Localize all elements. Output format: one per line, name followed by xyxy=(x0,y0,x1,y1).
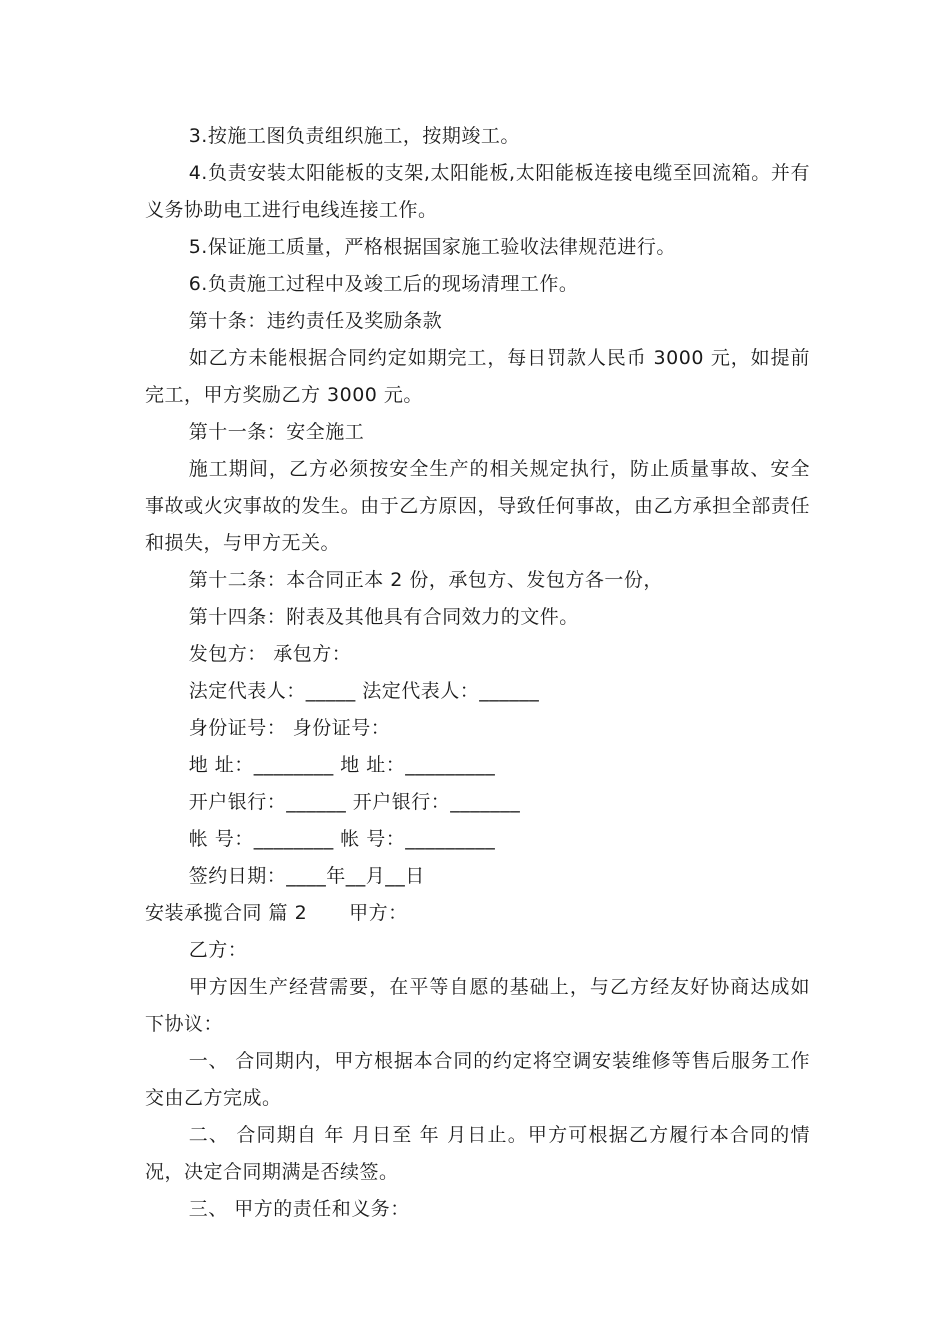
paragraph: 二、 合同期自 年 月日至 年 月日止。甲方可根据乙方履行本合同的情况，决定合同期满是否续签。 xyxy=(145,1124,810,1183)
paragraph: 6.负责施工过程中及竣工后的现场清理工作。 xyxy=(188,273,579,295)
paragraph: 4.负责安装太阳能板的支架,太阳能板,太阳能板连接电缆至回流箱。并有义务协助电工进行电线连接工作。 xyxy=(145,162,810,221)
section-heading: 安装承揽合同 篇 2 xyxy=(145,902,308,924)
paragraph: 如乙方未能根据合同约定如期完工，每日罚款人民币 3000 元，如提前完工，甲方奖励乙方 3000 元。 xyxy=(145,347,810,406)
document-body xyxy=(145,118,810,1228)
party-b-label: 乙方： xyxy=(188,939,248,961)
paragraph: 甲方因生产经营需要，在平等自愿的基础上，与乙方经友好协商达成如下协议： xyxy=(145,976,810,1035)
signature-line: 身份证号： 身份证号： xyxy=(188,717,391,739)
paragraph: 三、 甲方的责任和义务： xyxy=(188,1198,410,1220)
signature-line: 法定代表人：_____ 法定代表人：______ xyxy=(188,680,540,702)
paragraph: 一、 合同期内，甲方根据本合同的约定将空调安装维修等售后服务工作交由乙方完成。 xyxy=(145,1050,810,1109)
paragraph: 第十四条：附表及其他具有合同效力的文件。 xyxy=(188,606,579,628)
party-a-label: 甲方： xyxy=(349,902,408,924)
paragraph: 3.按施工图负责组织施工，按期竣工。 xyxy=(188,125,520,147)
signature-line: 发包方： 承包方： xyxy=(188,643,352,665)
signature-line: 帐 号：________ 帐 号：_________ xyxy=(188,828,496,850)
paragraph: 5.保证施工质量，严格根据国家施工验收法律规范进行。 xyxy=(188,236,676,258)
signature-line: 开户银行：______ 开户银行：_______ xyxy=(188,791,521,813)
section-heading-line xyxy=(145,895,810,932)
paragraph: 第十二条：本合同正本 2 份，承包方、发包方各一份， xyxy=(188,569,663,591)
clause-heading: 第十一条：安全施工 xyxy=(188,421,365,443)
signature-date-line: 签约日期：____年__月__日 xyxy=(188,865,425,887)
signature-line: 地 址：________ 地 址：_________ xyxy=(188,754,496,776)
clause-heading: 第十条：违约责任及奖励条款 xyxy=(188,310,443,332)
paragraph: 施工期间，乙方必须按安全生产的相关规定执行，防止质量事故、安全事故或火灾事故的发生。由于乙方原因，导致任何事故，由乙方承担全部责任和损失，与甲方无关。 xyxy=(145,458,810,554)
